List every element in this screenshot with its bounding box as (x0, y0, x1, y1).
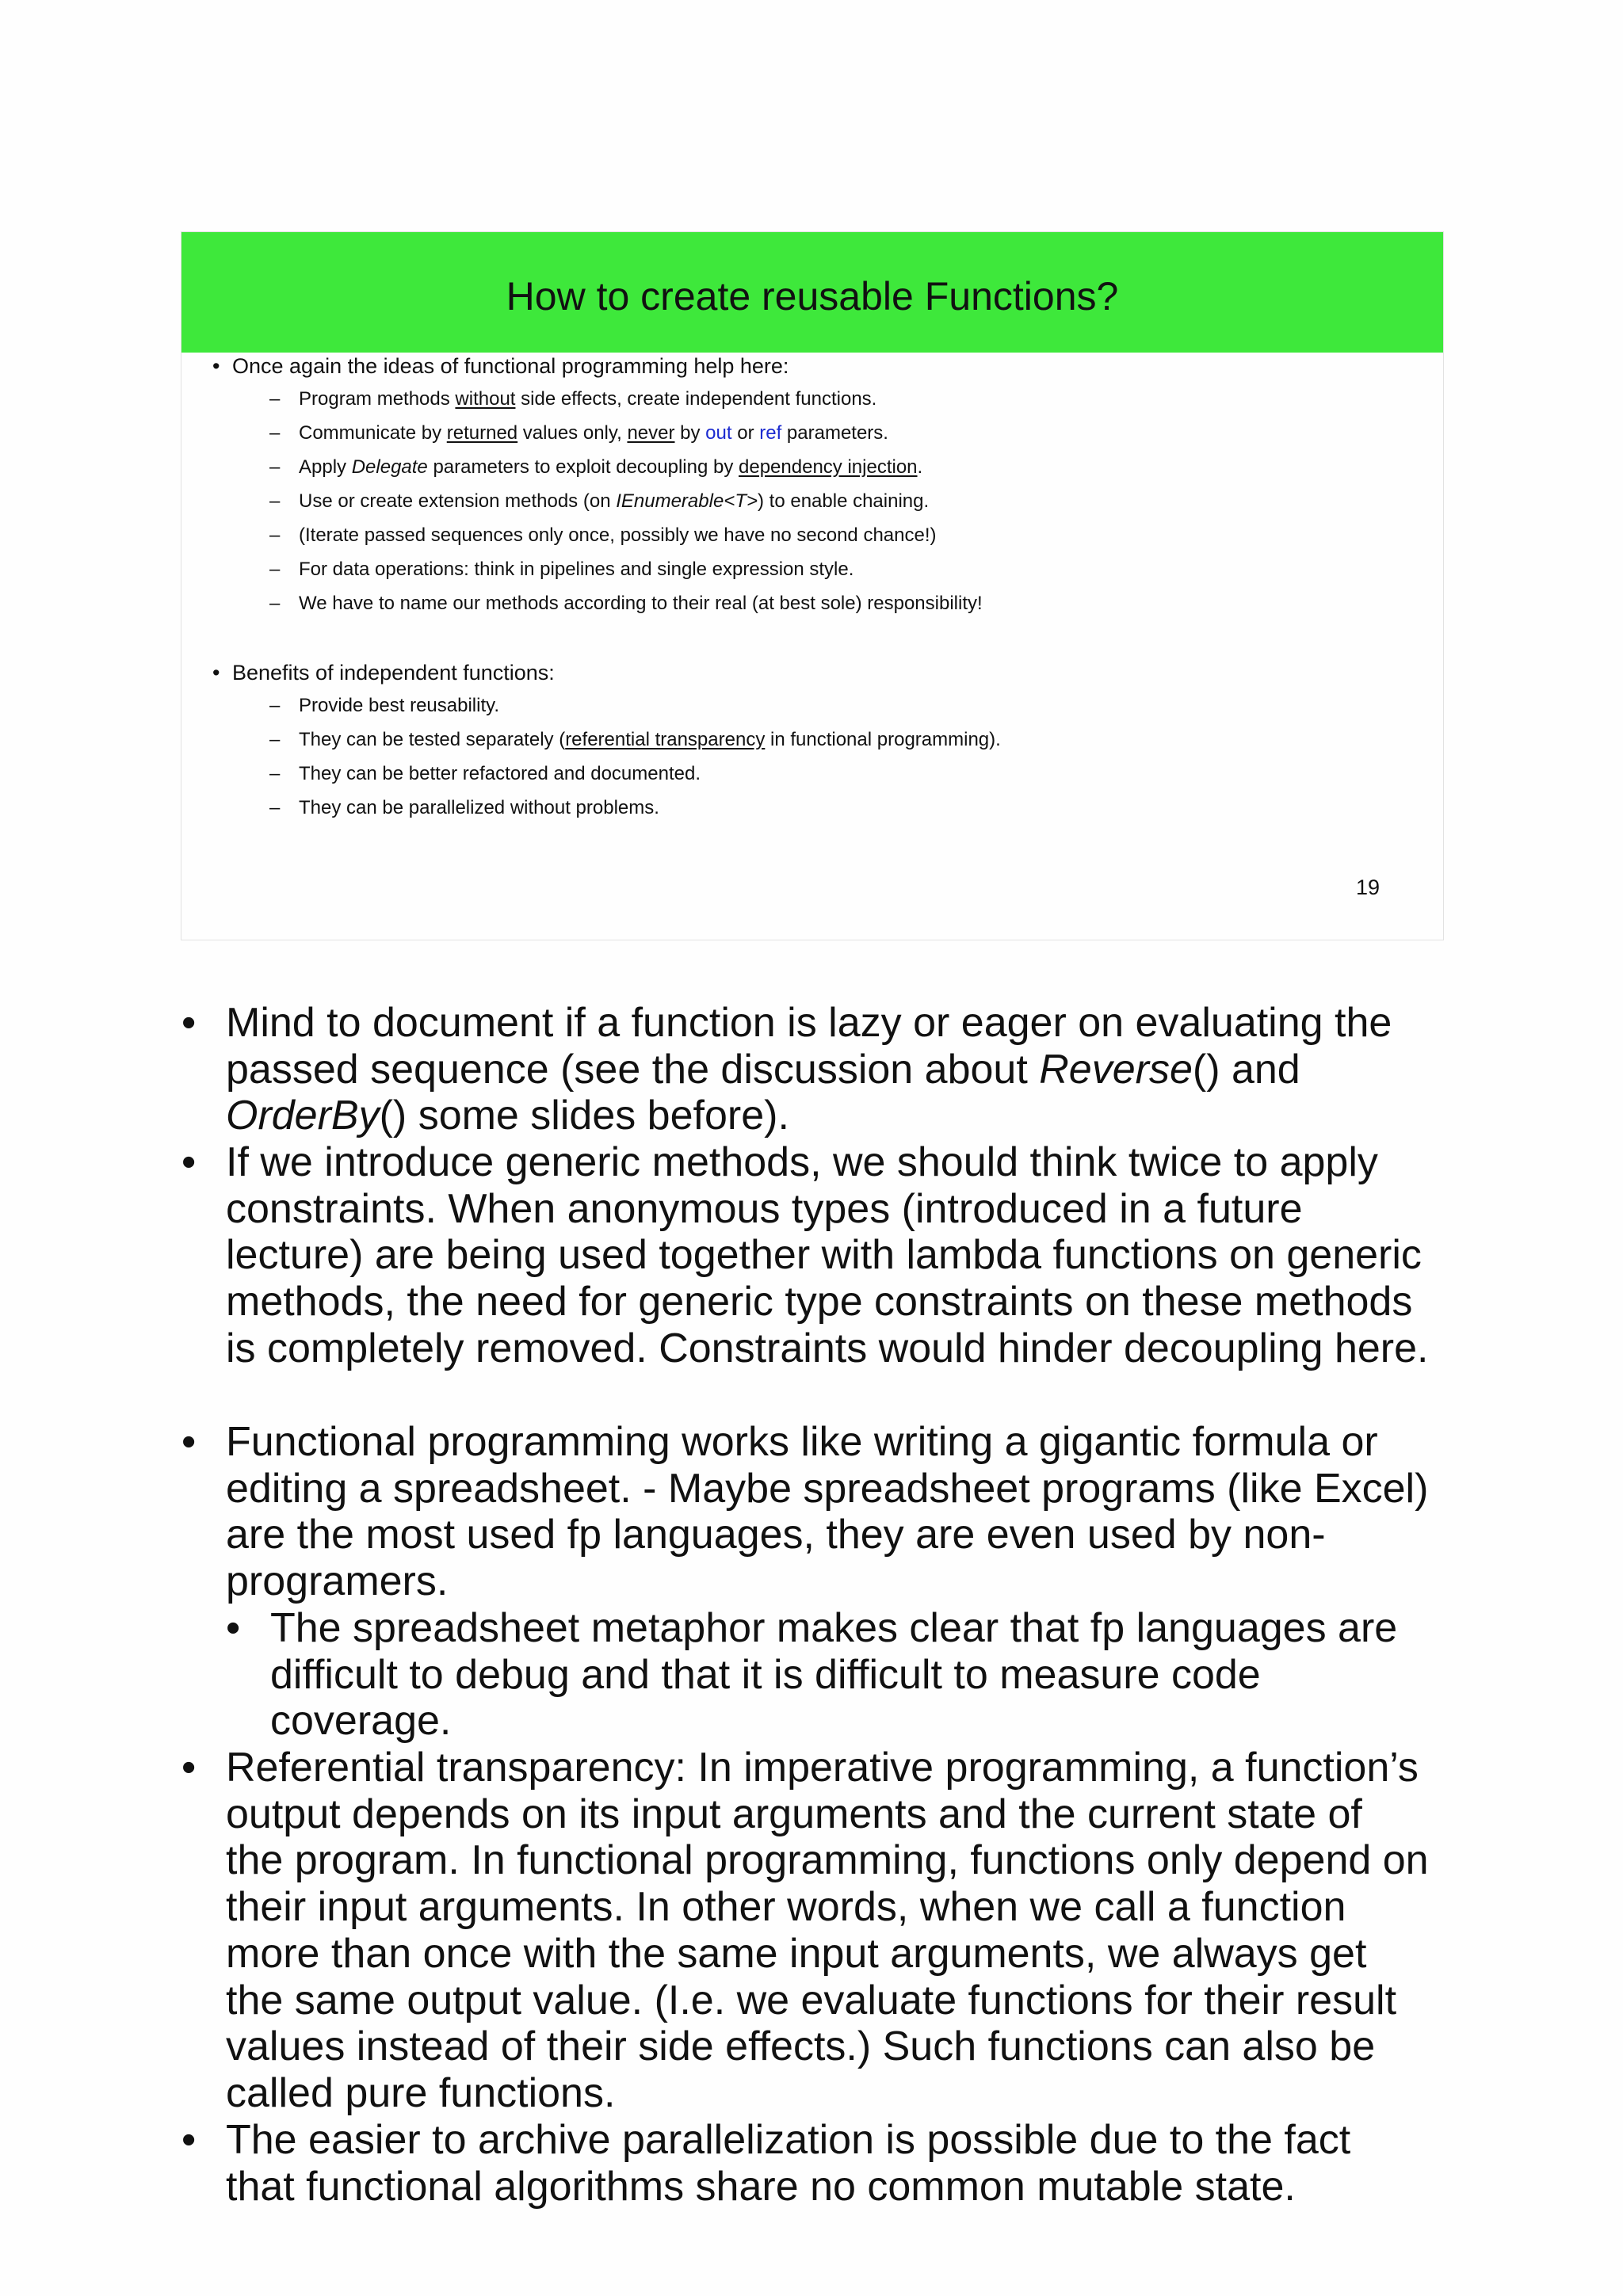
slide-number: 19 (1355, 875, 1380, 899)
slide-title: How to create reusable Functions? (506, 274, 1119, 318)
list-item: – Apply Delegate parameters to exploit decoupling by dependency injection. (269, 456, 923, 478)
note-bullet: • If we introduce generic methods, we should think twice to apply constraints. When anonymous types (introduced in a future lecture) are being used together with lambda functions on generic methods, the need for generic type constraints on these methods is completely removed. Constraints would hinder decoupling here. (181, 1139, 1429, 1371)
list-item: – They can be parallelized without problems. (269, 797, 659, 818)
slide-header (181, 232, 1443, 353)
list-item: – We have to name our methods according to their real (at best sole) responsibility! (269, 593, 983, 614)
list-item: – Use or create extension methods (on IEnumerable<T>) to enable chaining. (269, 490, 930, 512)
list-item: – They can be tested separately (referential transparency in functional programming). (269, 729, 1001, 750)
section-heading: • Benefits of independent functions: (212, 661, 555, 685)
note-bullet: • Functional programming works like writing a gigantic formula or editing a spreadsheet. - Maybe spreadsheet programs (like Excel) are the most used fp languages, they are even used by non-programers. (181, 1419, 1429, 1605)
list-item: – Program methods without side effects, create independent functions. (269, 388, 877, 410)
list-item: – Provide best reusability. (269, 695, 500, 716)
keyword-out: out (705, 422, 732, 444)
section-heading: • Once again the ideas of functional programming help here: (212, 354, 789, 378)
note-bullet: • Referential transparency: In imperative programming, a function’s output depends on its input arguments and the current state of the program. In functional programming, functions only depend on their input arguments. In other words, when we call a function more than once with the same input arguments, we always get the same output value. (I.e. we evaluate functions for their result values instead of their side effects.) Such functions can also be called pure functions. (181, 1745, 1429, 2116)
note-bullet: • Mind to document if a function is lazy or eager on evaluating the passed sequence (see the discussion about Reverse() and OrderBy() some slides before). (181, 1000, 1392, 1139)
list-item: – Communicate by returned values only, never by out or ref parameters. (269, 422, 888, 444)
list-item: – For data operations: think in pipelines and single expression style. (269, 559, 854, 580)
keyword-ref: ref (759, 422, 782, 444)
list-item: – (Iterate passed sequences only once, possibly we have no second chance!) (269, 524, 937, 546)
note-sub-bullet: • The spreadsheet metaphor makes clear that fp languages are difficult to debug and that it is difficult to measure code coverage. (226, 1605, 1398, 1745)
note-bullet: • The easier to archive parallelization is possible due to the fact that functional algorithms share no common mutable state. (181, 2117, 1351, 2210)
list-item: – They can be better refactored and documented. (269, 763, 701, 784)
slide (181, 231, 1444, 940)
